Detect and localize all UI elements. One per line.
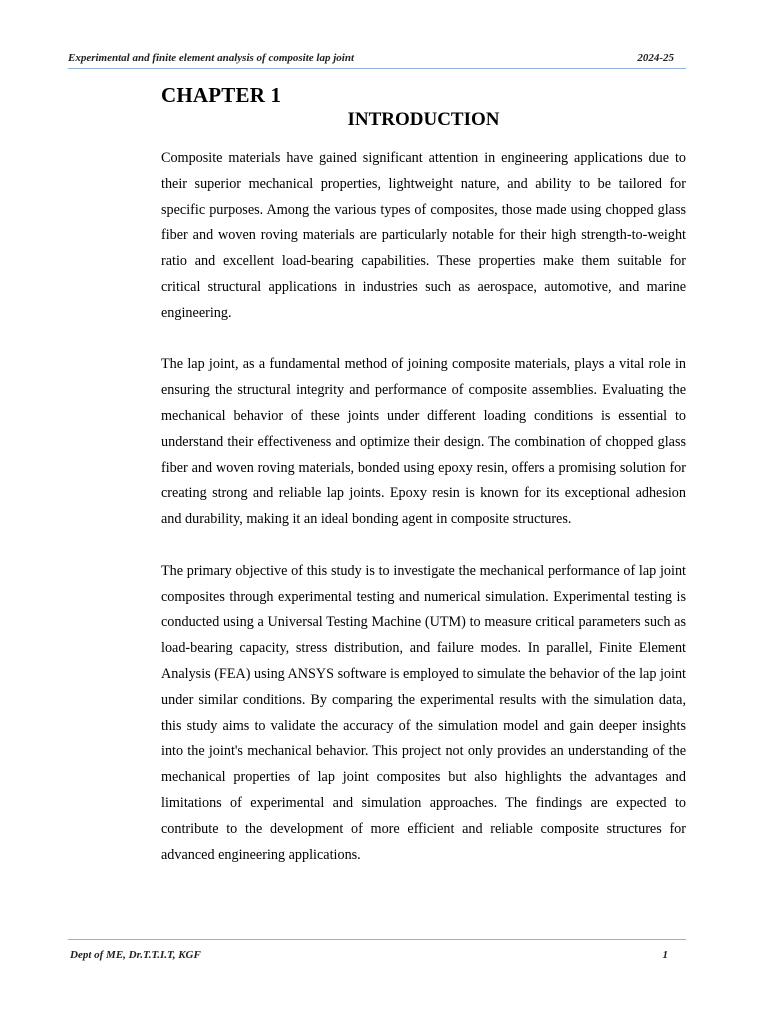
header-year: 2024-25 — [637, 52, 674, 64]
chapter-title: INTRODUCTION — [347, 109, 500, 130]
footer-department: Dept of ME, Dr.T.T.I.T, KGF — [70, 949, 201, 961]
paragraph-2: The lap joint, as a fundamental method of joining composite materials, plays a vital role in ensuring the structural integrity and performance of composite assemblies. Evaluating the mechanical behavior of these joints under different loading conditions is essential to understand their effectiveness and optimize their design. The combination of chopped glass fiber and woven roving materials, bonded using epoxy resin, offers a promising solution for creating strong and reliable lap joints. Epoxy resin is known for its exceptional adhesion and durability, making it an ideal bonding agent in composite structures. — [161, 356, 686, 528]
paragraph-3: The primary objective of this study is to investigate the mechanical performance of lap joint composites through experimental testing and numerical simulation. Experimental testing is conducted using a Universal Testing Machine (UTM) to measure critical parameters such as load-bearing capacity, stress distribution, and failure modes. In parallel, Finite Element Analysis (FEA) using ANSYS software is employed to simulate the behavior of the lap joint under similar conditions. By comparing the experimental results with the simulation data, this study aims to validate the accuracy of the simulation model and gain deeper insights into the joint's mechanical behavior. This project not only provides an understanding of the mechanical properties of lap joint composites but also highlights the advantages and limitations of experimental and simulation approaches. The findings are expected to contribute to the development of more efficient and reliable composite structures for advanced engineering applications. — [161, 562, 686, 863]
page-number: 1 — [662, 949, 668, 961]
header-divider — [68, 68, 686, 69]
chapter-label: CHAPTER 1 — [161, 83, 282, 107]
page-footer — [70, 949, 670, 965]
footer-divider — [68, 939, 686, 940]
body-text — [161, 146, 686, 894]
page-header — [68, 52, 686, 68]
paragraph-1: Composite materials have gained significant attention in engineering applications due to their superior mechanical properties, lightweight nature, and ability to be tailored for specific purposes. Among the various types of composites, those made using chopped glass fiber and woven roving materials are particularly notable for their high strength-to-weight ratio and excellent load-bearing capabilities. These properties make them suitable for critical structural applications in industries such as aerospace, automotive, and marine engineering. — [161, 150, 686, 321]
header-title: Experimental and finite element analysis of composite lap joint — [68, 52, 354, 64]
